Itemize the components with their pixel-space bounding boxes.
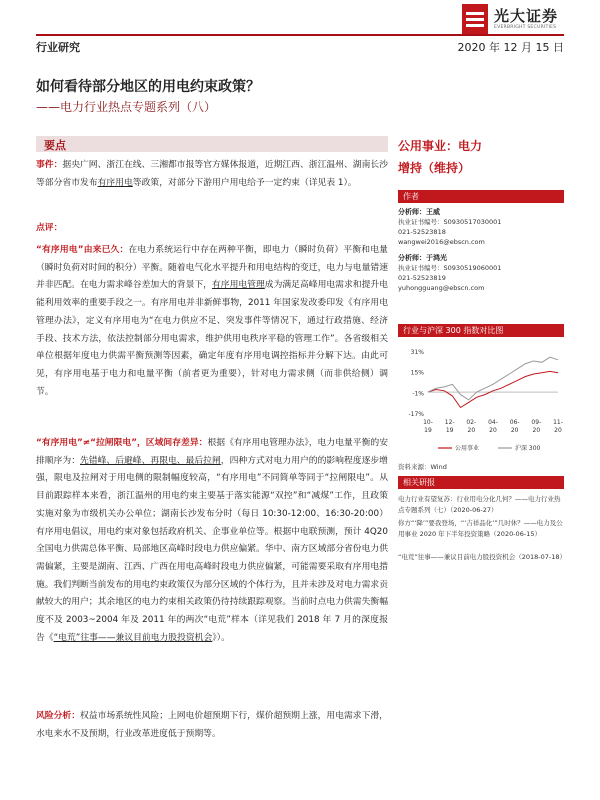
p1-text-end: 成为满足高峰用电需求和提升电能利用效率的重要手段之一。有序用电并非新鲜事物，2011 年国家发改委印发《有序用电管理办法》，定义有序用电为“在电力供应不足、突发事件等情况下，通过行政措施、经济手段、技术方法，依法控制部分用电需求，维护供用电秩序平稳的管理工作”。各省级相关单位根据年度电力供需平衡预测等因素，确定年度有序用电调控指标并分解下达。由此可见，有序用电基于电力和电量平衡（前者更为重要），针对电力需求侧（而非供给侧）调节。 (36, 280, 388, 397)
brand-name-en: EVERBRIGHT SECURITIES (494, 25, 557, 30)
risk-text: 权益市场系统性风险；上网电价超预期下行，煤价超预期上涨，用电需求下滑，水电来水不及预期，行业改革进度低于预期等。 (36, 711, 388, 739)
brand-name: 光大证券 (494, 7, 559, 25)
x-tick-label: 12- (444, 419, 455, 426)
report-subtitle: ——电力行业热点专题系列（八） (36, 100, 217, 114)
y-tick-label: 15% (410, 369, 424, 377)
chart-header (398, 324, 564, 337)
p1-underline: 有序用电管理 (211, 280, 265, 291)
research-header (398, 476, 564, 489)
y-tick-label: 31% (410, 349, 424, 356)
x-tick-label: 04- (488, 419, 498, 426)
p2-text-mid: ，四种方式对电力用户的的影响程度逐步增强，限电及拉闸对于用电侧的限制幅度较高，“有序用电”不同简单等同于“拉闸限电”。从目前跟踪样本来看，浙江温州的用电约束主要基于落实能源“双控”和“减煤”工作，且政策实施对象为市级机关办公单位；湖南长沙发布分时（每日 10:30-12:00、16:30-20:00）有序用电倡议，用电约束对象包括政府机关、企事业单位等。根据中电联预测，预计 4Q20 全国电力供需总体平衡、局部地区高峰时段电力供应偏紧。华中、南方区域部分省份电力供需偏紧，主要是湖南、江西、广西在用电高峰时段电力供应偏紧，可能需要采取有序用电措施。我们判断当前发布的用电约束政策仅为部分区域的个体行为，且并未涉及对电力需求贡献较大的用户；其余地区的电力约束相关政策仍待持续跟踪观察。当前时点电力供需失衡幅度不及 2003~2004 年及 2011 年的两次“电荒”样本（详见我们 2018 年 7 月的深度报告《 (36, 455, 388, 643)
analyst1-email: wangwei2016@ebscn.com (398, 238, 485, 246)
paragraph-orderly-power (36, 242, 388, 401)
index-comparison-chart (398, 342, 564, 460)
analyst2-email: yuhongguang@ebscn.com (398, 284, 485, 292)
x-tick-label: 19 (445, 427, 454, 434)
p1-label: “有序用电”由来已久： (36, 245, 129, 255)
x-tick-label: 20 (532, 427, 541, 434)
x-tick-label: 10- (423, 419, 433, 426)
legend-label-0: 公用事业 (455, 445, 480, 452)
x-tick-label: 20 (554, 427, 562, 434)
series-line-1 (428, 357, 558, 400)
p2-underline: 先错峰、后避峰、再限电、最后拉闸 (80, 455, 221, 466)
report-date: 2020 年 12 月 15 日 (457, 41, 564, 54)
analyst1-name: 分析师：王威 (398, 208, 440, 216)
analyst-2 (398, 253, 501, 293)
comment-heading (36, 220, 388, 238)
legend-label-1: 沪深 300 (515, 445, 541, 452)
x-tick-label: 20 (467, 427, 476, 434)
industry-label: 公用事业：电力 (398, 139, 483, 153)
p2-text: 根据《有序用电管理办法》，电力电量平衡的安排顺序为： (36, 438, 388, 466)
chart-header-label: 行业与沪深 300 指数对比图 (403, 326, 504, 335)
y-tick-label: -1% (412, 390, 424, 398)
x-tick-label: 19 (424, 427, 432, 434)
p2-label: “有序用电”≠“拉闸限电”，区域间存差异： (36, 438, 208, 448)
x-tick-label: 20 (489, 427, 497, 434)
analyst2-name: 分析师：于鸿光 (398, 254, 447, 262)
paragraph-regional-diff (36, 435, 388, 647)
event-text-end: 等政策，对部分下游用户用电给予一定约束（详见表 1）。 (132, 177, 357, 188)
analyst2-phone: 021-52523819 (398, 274, 446, 282)
risk-paragraph (36, 708, 388, 743)
risk-label: 风险分析： (36, 711, 80, 721)
analyst2-cert: 执业证书编号：S0930519060001 (398, 264, 502, 272)
comment-label: 点评： (36, 223, 63, 233)
x-tick-label: 11- (553, 419, 563, 426)
event-text: 据央广网、浙江在线、三湘都市报等官方媒体报道，近期江西、浙江温州、湖南长沙等部分省市发布 (36, 160, 388, 188)
key-points-heading: 要点 (44, 139, 66, 152)
research-item-1[interactable]: 电力行业有望复苏：行业用电分化几何？——电力行业热点专题系列（七）（2020-06-27） (398, 495, 561, 514)
author-header (398, 190, 564, 203)
analyst1-cert: 执业证书编号：S0930517030001 (398, 218, 502, 226)
event-underline: 有序用电 (97, 177, 133, 188)
series-line-0 (428, 371, 558, 407)
event-paragraph (36, 157, 388, 192)
x-tick-label: 06- (509, 419, 520, 426)
analyst1-phone: 021-52523818 (398, 228, 446, 236)
x-tick-label: 09- (531, 419, 542, 426)
chart-svg (398, 342, 564, 460)
x-tick-label: 02- (466, 419, 477, 426)
report-title: 如何看待部分地区的用电约束政策？ (36, 79, 260, 95)
header-divider (36, 34, 564, 36)
research-header-label: 相关研报 (403, 478, 435, 487)
author-header-label: 作者 (403, 192, 419, 201)
research-item-2[interactable]: 你方“‘降’”要我登场，“‘吉祥品化’”几时休？——电力及公用事业 2020 年下半年投资策略（2020-06-15） (398, 519, 563, 538)
chart-source: 资料来源：Wind (398, 463, 447, 471)
rating-label: 增持（维持） (398, 161, 471, 175)
research-item-3[interactable]: “电荒”往事——兼议目前电力股投资机会（2018-07-18） (398, 553, 567, 561)
report-category: 行业研究 (36, 41, 80, 54)
p2-report-link: “电荒”往事——兼议目前电力股投资机会 (53, 632, 213, 643)
y-tick-label: -17% (408, 411, 424, 418)
analyst-1 (398, 207, 501, 247)
brand-logo-mark (462, 4, 488, 34)
key-points-header (36, 136, 388, 152)
event-label: 事件： (36, 160, 63, 170)
p2-text-end: 》）。 (212, 632, 230, 643)
x-tick-label: 20 (510, 427, 519, 434)
p1-text: 在电力系统运行中存在两种平衡，即电力（瞬时负荷）平衡和电量（瞬时负荷对时间的积分）平衡。随着电气化水平提升和用电结构的变迁，电力与电量错速并非匹配。在电力需求峰谷差加大的背景下， (36, 245, 388, 291)
